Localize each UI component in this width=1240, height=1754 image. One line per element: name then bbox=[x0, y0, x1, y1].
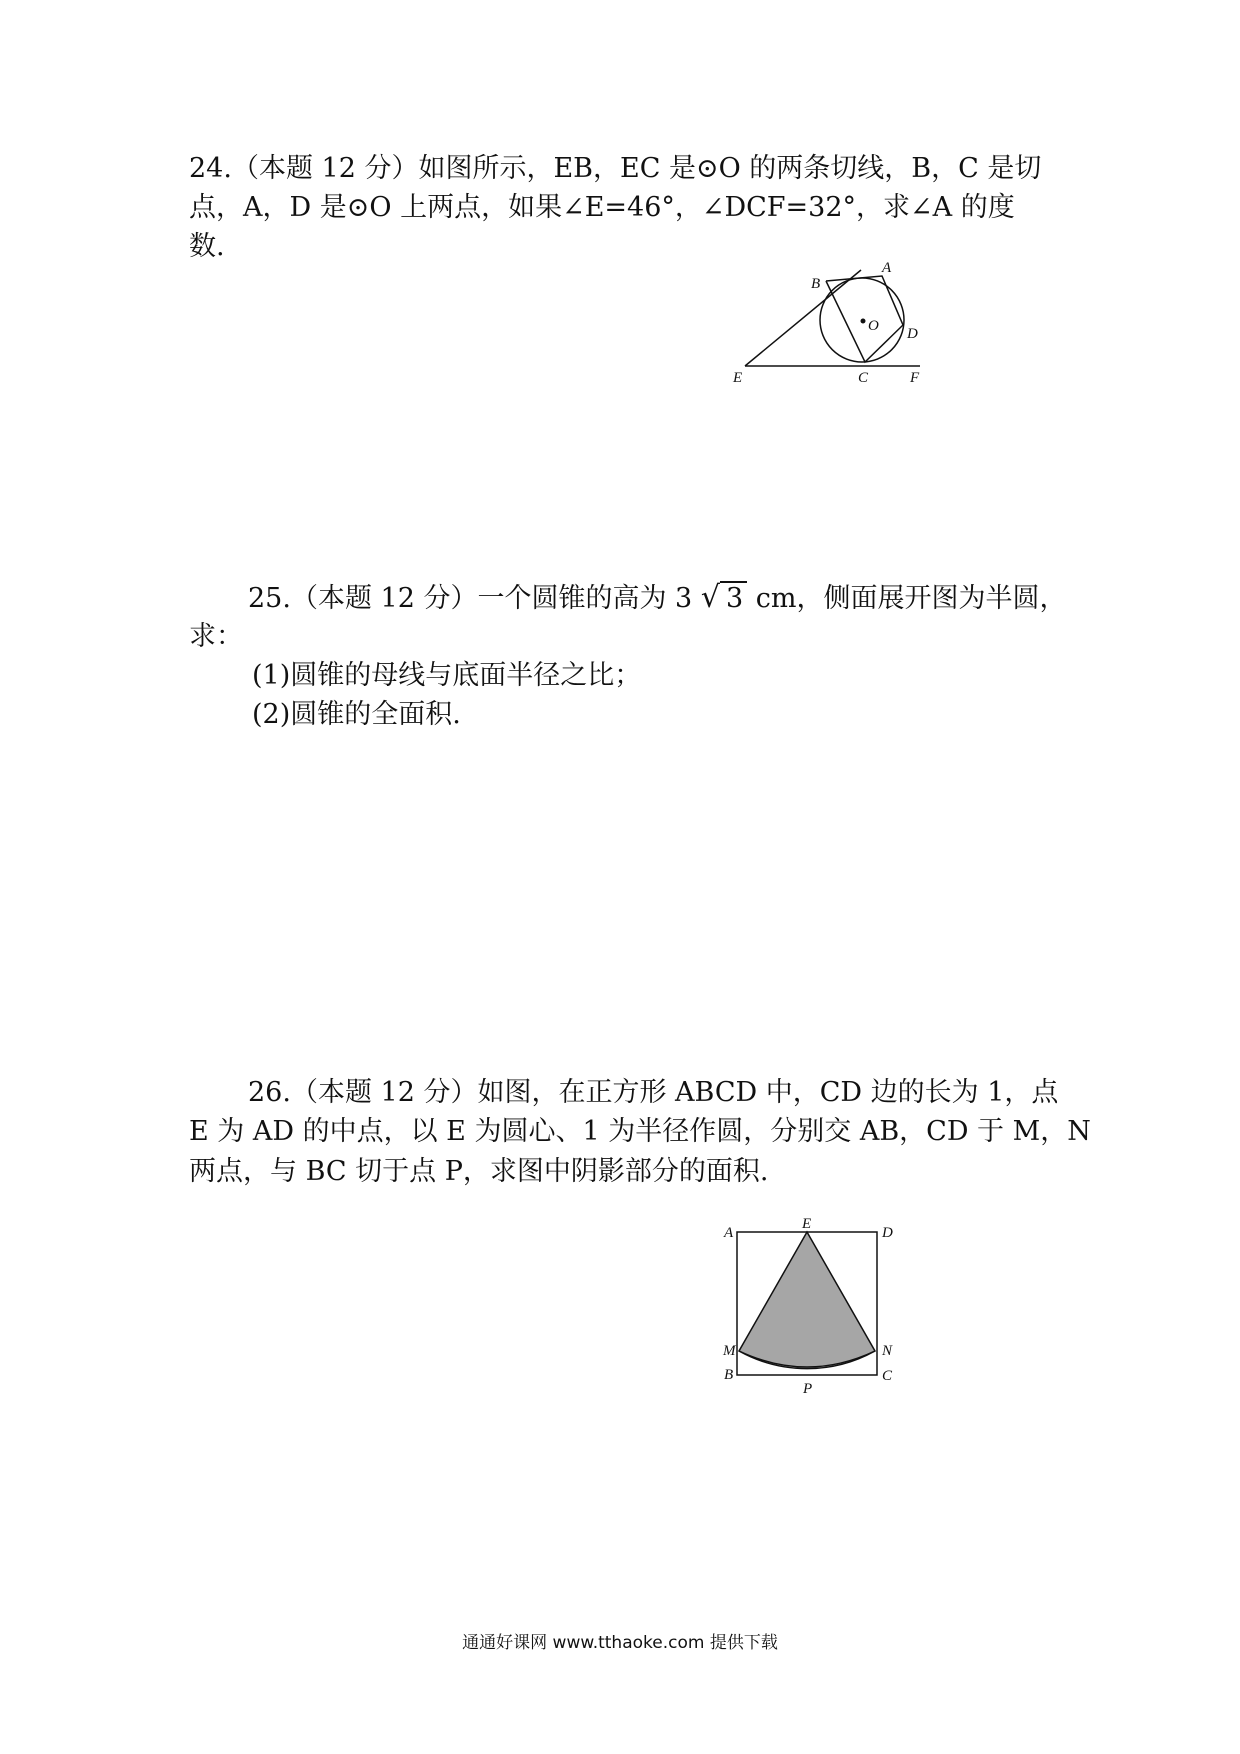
shaded-sector bbox=[739, 1232, 875, 1369]
label-b: B bbox=[811, 276, 821, 292]
label-d: D bbox=[907, 326, 918, 342]
label-a: A bbox=[882, 260, 892, 276]
sqrt-3: √ 3 bbox=[701, 581, 747, 616]
footer-credit: 通通好课网 www.tthaoke.com 提供下载 bbox=[462, 1633, 778, 1653]
label-p: P bbox=[803, 1381, 813, 1395]
label-n: N bbox=[882, 1343, 893, 1359]
q26-line-3: 两点，与 BC 切于点 P，求图中阴影部分的面积. bbox=[189, 1156, 769, 1187]
label-m: M bbox=[723, 1343, 736, 1359]
label-a: A bbox=[724, 1225, 734, 1241]
q26-figure bbox=[710, 1215, 910, 1395]
q24-line-1: 24.（本题 12 分）如图所示，EB，EC 是⊙O 的两条切线，B，C 是切 bbox=[189, 153, 1042, 184]
q25-sub-1: (1)圆锥的母线与底面半径之比； bbox=[252, 660, 642, 691]
label-e: E bbox=[733, 370, 743, 386]
label-e: E bbox=[802, 1216, 812, 1232]
q24-line-3: 数. bbox=[189, 231, 225, 262]
q25-line-2: 求： bbox=[189, 621, 243, 652]
label-f: F bbox=[910, 370, 920, 386]
q25-line-1 bbox=[248, 581, 1066, 616]
q25-line-1-post: cm，侧面展开图为半圆， bbox=[755, 583, 1067, 614]
label-d: D bbox=[882, 1225, 893, 1241]
label-c: C bbox=[858, 370, 869, 386]
q25-line-1-pre: 25.（本题 12 分）一个圆锥的高为 3 bbox=[248, 583, 693, 614]
sqrt-radicand: 3 bbox=[720, 581, 747, 614]
label-c: C bbox=[882, 1368, 893, 1384]
q25-sub-2: (2)圆锥的全面积. bbox=[252, 699, 461, 730]
label-o: O bbox=[868, 318, 879, 334]
q26-line-1: 26.（本题 12 分）如图，在正方形 ABCD 中，CD 边的长为 1，点 bbox=[248, 1077, 1059, 1108]
q26-line-2: E 为 AD 的中点，以 E 为圆心、1 为半径作圆，分别交 AB，CD 于 M，N bbox=[189, 1116, 1091, 1147]
q24-line-2: 点，A，D 是⊙O 上两点，如果∠E=46°，∠DCF=32°，求∠A 的度 bbox=[189, 192, 1015, 223]
q24-figure bbox=[725, 258, 940, 388]
center-dot bbox=[861, 319, 866, 324]
label-b: B bbox=[724, 1367, 734, 1383]
